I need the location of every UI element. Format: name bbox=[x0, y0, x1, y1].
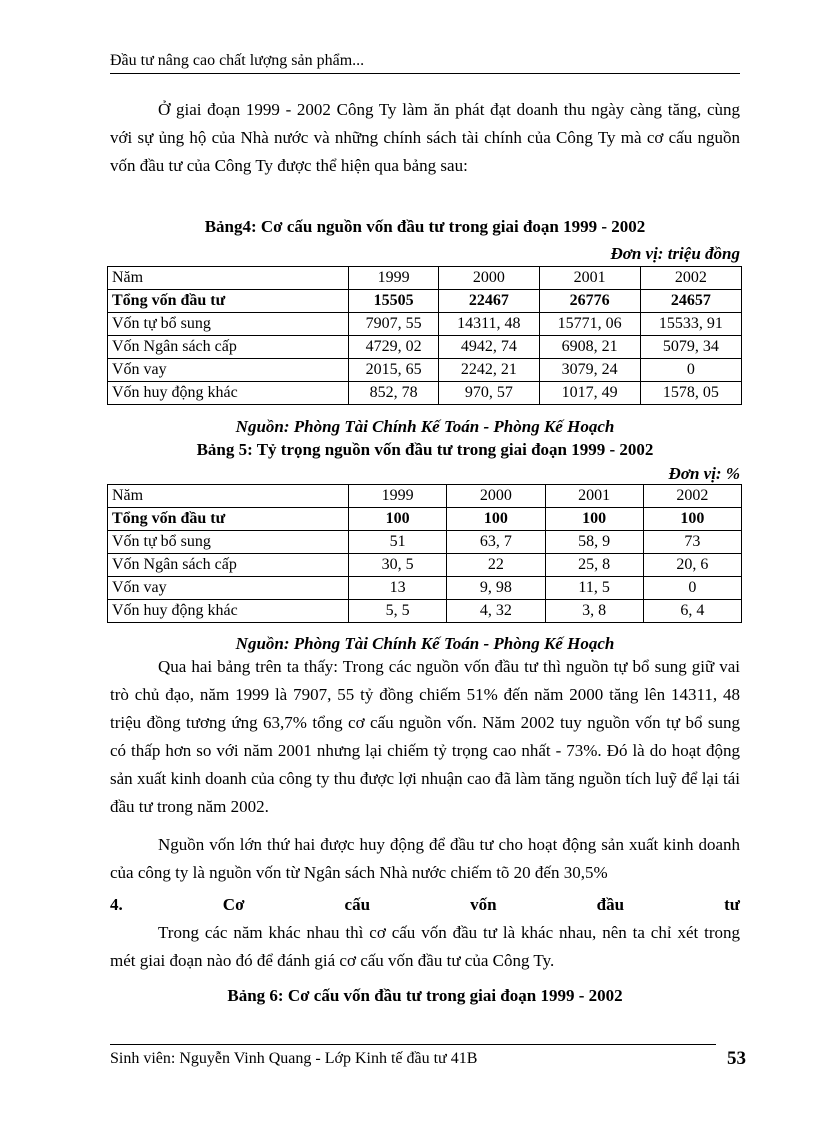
section-word: Cơ bbox=[222, 895, 245, 914]
table-cell: Vốn huy động khác bbox=[108, 382, 349, 405]
table-row bbox=[108, 508, 742, 531]
table-cell: 7907, 55 bbox=[349, 313, 439, 336]
table6-title: Bảng 6: Cơ cấu vốn đầu tư trong giai đoạn 1999 - 2002 bbox=[227, 986, 623, 1005]
table-cell: 4942, 74 bbox=[439, 336, 539, 359]
table-cell: Vốn tự bổ sung bbox=[108, 313, 349, 336]
table5-title: Bảng 5: Tỷ trọng nguồn vốn đầu tư trong giai đoạn 1999 - 2002 bbox=[196, 440, 654, 459]
table-cell: 63, 7 bbox=[447, 531, 545, 554]
table4-unit: Đơn vị: triệu đồng bbox=[610, 244, 740, 263]
table-row bbox=[108, 290, 742, 313]
table-cell: 11, 5 bbox=[545, 577, 643, 600]
table-cell: 51 bbox=[349, 531, 447, 554]
table-row bbox=[108, 313, 742, 336]
table-cell: 6, 4 bbox=[643, 600, 741, 623]
table-header-row bbox=[108, 267, 742, 290]
table-cell: Tổng vốn đầu tư bbox=[108, 508, 349, 531]
table-row bbox=[108, 336, 742, 359]
table-cell: 13 bbox=[349, 577, 447, 600]
table-cell: 15771, 06 bbox=[539, 313, 640, 336]
table-cell: 3, 8 bbox=[545, 600, 643, 623]
table-cell: 2242, 21 bbox=[439, 359, 539, 382]
table-row bbox=[108, 600, 742, 623]
table-cell: 20, 6 bbox=[643, 554, 741, 577]
table-cell: 2002 bbox=[640, 267, 741, 290]
table4-source: Nguồn: Phòng Tài Chính Kế Toán - Phòng Kế Hoạch bbox=[235, 417, 615, 436]
section-word: cấu bbox=[344, 895, 371, 914]
table-cell: 1578, 05 bbox=[640, 382, 741, 405]
table-cell: Vốn vay bbox=[108, 577, 349, 600]
table-cell: 73 bbox=[643, 531, 741, 554]
table-cell: Vốn Ngân sách cấp bbox=[108, 336, 349, 359]
table-cell: 100 bbox=[643, 508, 741, 531]
table-cell: 30, 5 bbox=[349, 554, 447, 577]
table-cell: 15533, 91 bbox=[640, 313, 741, 336]
table-cell: 0 bbox=[640, 359, 741, 382]
table-row bbox=[108, 554, 742, 577]
table-cell: 852, 78 bbox=[349, 382, 439, 405]
analysis-paragraph-1: Qua hai bảng trên ta thấy: Trong các nguồn vốn đầu tư thì nguồn tự bổ sung giữ vai trò chủ đạo, năm 1999 là 7907, 55 tỷ đồng chiếm 51% đến năm 2000 tăng lên 14311, 48 triệu đồng tương ứng 63,7% tổng cơ cấu nguồn vốn. Năm 2002 tuy nguồn vốn tự bổ sung có thấp hơn so với năm 2001 nhưng lại chiếm tỷ trọng cao nhất - 73%. Đó là do hoạt động sản xuất kinh doanh của công ty thu được lợi nhuận cao đã làm tăng nguồn tích luỹ để lại tái đầu tư trong năm 2002. bbox=[110, 657, 740, 816]
table-cell: 5079, 34 bbox=[640, 336, 741, 359]
intro-paragraph: Ở giai đoạn 1999 - 2002 Công Ty làm ăn phát đạt doanh thu ngày càng tăng, cùng với sự ủng hộ của Nhà nước và những chính sách tài chính của Công Ty mà cơ cấu nguồn vốn đầu tư của Công Ty được thể hiện qua bảng sau: bbox=[110, 100, 740, 175]
table5-source: Nguồn: Phòng Tài Chính Kế Toán - Phòng Kế Hoạch bbox=[235, 634, 615, 653]
table5-unit: Đơn vị: % bbox=[668, 464, 740, 483]
table4-title: Bảng4: Cơ cấu nguồn vốn đầu tư trong giai đoạn 1999 - 2002 bbox=[204, 217, 646, 236]
table-cell: 2015, 65 bbox=[349, 359, 439, 382]
table-cell: 2002 bbox=[643, 485, 741, 508]
page-footer: Sinh viên: Nguyễn Vinh Quang - Lớp Kinh tế đầu tư 41B bbox=[110, 1050, 478, 1067]
table-row bbox=[108, 531, 742, 554]
page-number: 53 bbox=[727, 1048, 746, 1069]
table-cell: Vốn Ngân sách cấp bbox=[108, 554, 349, 577]
analysis-paragraph-2: Nguồn vốn lớn thứ hai được huy động để đầu tư cho hoạt động sản xuất kinh doanh của công ty là nguồn vốn từ Ngân sách Nhà nước chiếm tõ 20 đến 30,5% bbox=[110, 835, 740, 882]
table-cell: 9, 98 bbox=[447, 577, 545, 600]
section-word: tư bbox=[724, 895, 740, 914]
table-row bbox=[108, 382, 742, 405]
table-cell: Tổng vốn đầu tư bbox=[108, 290, 349, 313]
table-cell: 4729, 02 bbox=[349, 336, 439, 359]
table-cell: 14311, 48 bbox=[439, 313, 539, 336]
table-cell: 2000 bbox=[447, 485, 545, 508]
section-4-heading bbox=[110, 895, 740, 915]
table-cell: 26776 bbox=[539, 290, 640, 313]
section-word: vốn bbox=[470, 895, 497, 914]
table-cell: Năm bbox=[108, 485, 349, 508]
section-word: đầu bbox=[596, 895, 625, 914]
table4 bbox=[107, 266, 742, 405]
table-cell: 2001 bbox=[545, 485, 643, 508]
footer-divider bbox=[110, 1044, 716, 1045]
table-cell: 100 bbox=[349, 508, 447, 531]
table-row bbox=[108, 577, 742, 600]
table-cell: Vốn vay bbox=[108, 359, 349, 382]
table-cell: 1999 bbox=[349, 485, 447, 508]
table-cell: 25, 8 bbox=[545, 554, 643, 577]
table-cell: 100 bbox=[447, 508, 545, 531]
table-cell: Vốn huy động khác bbox=[108, 600, 349, 623]
section-4-paragraph: Trong các năm khác nhau thì cơ cấu vốn đầu tư là khác nhau, nên ta chỉ xét trong mét giai đoạn nào đó để đánh giá cơ cấu vốn đầu tư của Công Ty. bbox=[110, 923, 740, 970]
table5 bbox=[107, 484, 742, 623]
table-cell: 2000 bbox=[439, 267, 539, 290]
table-row bbox=[108, 359, 742, 382]
table-cell: Vốn tự bổ sung bbox=[108, 531, 349, 554]
table-cell: 1999 bbox=[349, 267, 439, 290]
table-cell: 970, 57 bbox=[439, 382, 539, 405]
page-header: Đầu tư nâng cao chất lượng sản phẩm... bbox=[110, 52, 740, 74]
table-cell: 6908, 21 bbox=[539, 336, 640, 359]
section-word: 4. bbox=[110, 895, 123, 914]
table-cell: 3079, 24 bbox=[539, 359, 640, 382]
table-cell: 5, 5 bbox=[349, 600, 447, 623]
table-cell: Năm bbox=[108, 267, 349, 290]
table-cell: 22 bbox=[447, 554, 545, 577]
table-cell: 0 bbox=[643, 577, 741, 600]
table-cell: 1017, 49 bbox=[539, 382, 640, 405]
table-cell: 22467 bbox=[439, 290, 539, 313]
table-cell: 24657 bbox=[640, 290, 741, 313]
table-cell: 58, 9 bbox=[545, 531, 643, 554]
table-header-row bbox=[108, 485, 742, 508]
table-cell: 2001 bbox=[539, 267, 640, 290]
table-cell: 4, 32 bbox=[447, 600, 545, 623]
table-cell: 15505 bbox=[349, 290, 439, 313]
table-cell: 100 bbox=[545, 508, 643, 531]
